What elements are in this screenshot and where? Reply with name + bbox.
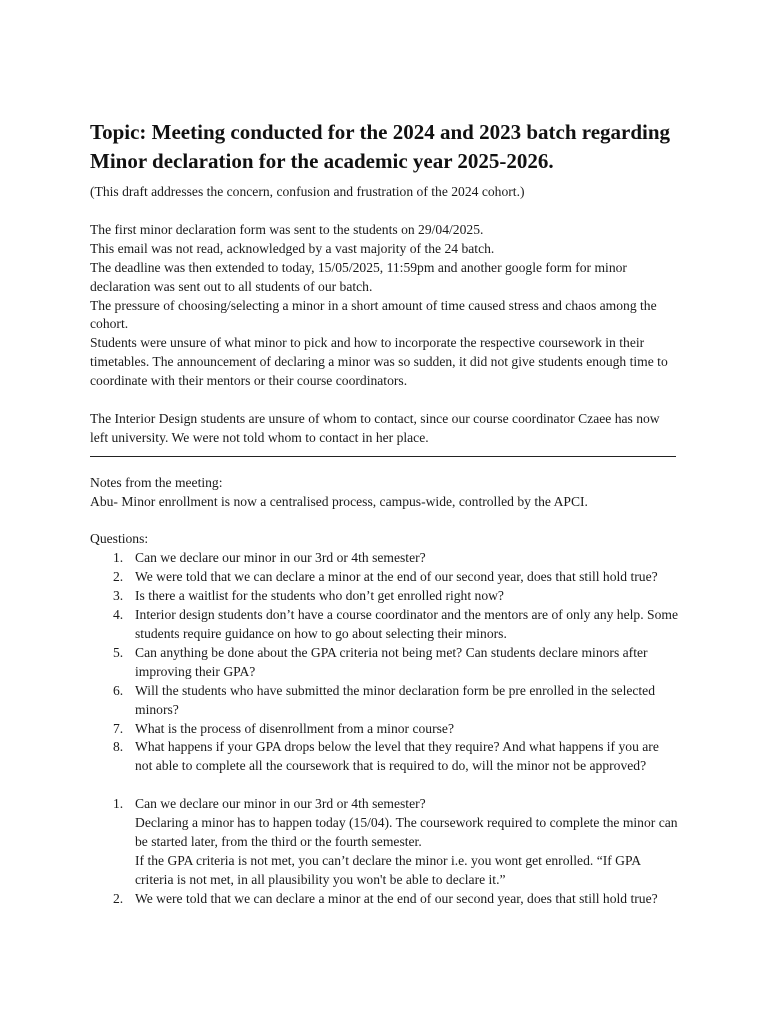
question-item: 7. What is the process of disenrollment from a minor course? [113, 720, 454, 736]
question-text: Interior design students don’t have a course coordinator and the mentors are of only any help. Some students require guidance on how to go about selecting their minors. [135, 607, 678, 641]
document-title: Topic: Meeting conducted for the 2024 and 2023 batch regarding Minor declaration for the academic year 2025-2026. [90, 120, 671, 173]
document-subtitle: (This draft addresses the concern, confusion and frustration of the 2024 cohort.) [90, 184, 525, 199]
question-text: Is there a waitlist for the students who don’t get enrolled right now? [135, 588, 504, 604]
intro-paragraph: This email was not read, acknowledged by a vast majority of the 24 batch. [90, 240, 495, 256]
intro-section [90, 221, 678, 391]
question-text: What happens if your GPA drops below the level that they require? And what happens if you are not able to complete all the coursework that is required to do, will the minor not be approved? [135, 739, 659, 774]
answer-line: If the GPA criteria is not met, you can’t declare the minor i.e. you wont get enrolled. “If GPA criteria is not met, in all plausibility you won't be able to declare it.” [135, 852, 641, 887]
question-text: Will the students who have submitted the minor declaration form be pre enrolled in the selected minors? [135, 682, 656, 717]
answer-item: 1. Can we declare our minor in our 3rd or 4th semester? Declaring a minor has to happen today (15/04). The coursework required to complete the minor can be started later, from the third or the fourth semester. If the GPA criteria is not met, you can’t declare the minor i.e. you wont get enrolled. “If GPA criteria is not met, in all plausibility you won't be able to declare it.” [90, 795, 678, 890]
questions-list [90, 549, 678, 776]
question-text: Can we declare our minor in our 3rd or 4th semester? [135, 550, 426, 566]
question-text: Can anything be done about the GPA criteria not being met? Can students declare minors after improving their GPA? [135, 644, 648, 679]
question-item: 8. What happens if your GPA drops below the level that they require? And what happens if you are not able to complete all the coursework that is required to do, will the minor not be approved? [113, 739, 659, 774]
question-item: 5. Can anything be done about the GPA criteria not being met? Can students declare minors after improving their GPA? [113, 644, 648, 679]
answer-question: Can we declare our minor in our 3rd or 4th semester? [135, 796, 426, 812]
answer-item: 2. We were told that we can declare a minor at the end of our second year, does that still hold true? [90, 890, 678, 909]
intro-paragraph: Students were unsure of what minor to pick and how to incorporate the respective coursework in their timetables. The announcement of declaring a minor was so sudden, it did not give students enough time to coordinate with their mentors or their course coordinators. [90, 335, 668, 389]
notes-heading: Notes from the meeting: [90, 474, 223, 490]
question-item: 2. We were told that we can declare a minor at the end of our second year, does that still hold true? [113, 569, 658, 585]
question-item: 3. Is there a waitlist for the students who don’t get enrolled right now? [113, 588, 504, 604]
section-divider [90, 456, 676, 457]
question-item: 4. Interior design students don’t have a course coordinator and the mentors are of only any help. Some students require guidance on how to go about selecting their minors. [113, 607, 678, 641]
answers-list [90, 795, 678, 908]
question-item: 6. Will the students who have submitted the minor declaration form be pre enrolled in the selected minors? [113, 682, 656, 717]
intro-paragraph: The first minor declaration form was sent to the students on 29/04/2025. [90, 221, 484, 237]
answer-question: We were told that we can declare a minor at the end of our second year, does that still hold true? [135, 890, 658, 906]
interior-design-note: The Interior Design students are unsure of whom to contact, since our course coordinator Czaee has now left university. We were not told whom to contact in her place. [90, 410, 660, 445]
question-item: 1. Can we declare our minor in our 3rd or 4th semester? [113, 550, 426, 566]
document-body [90, 183, 678, 909]
answer-line: Declaring a minor has to happen today (15/04). The coursework required to complete the minor can be started later, from the third or the fourth semester. [135, 815, 678, 849]
intro-paragraph: The pressure of choosing/selecting a minor in a short amount of time caused stress and chaos among the cohort. [90, 297, 657, 332]
question-text: What is the process of disenrollment from a minor course? [135, 720, 454, 736]
question-text: We were told that we can declare a minor at the end of our second year, does that still hold true? [135, 569, 658, 585]
notes-line: Abu- Minor enrollment is now a centralised process, campus-wide, controlled by the APCI. [90, 493, 588, 509]
intro-paragraph: The deadline was then extended to today, 15/05/2025, 11:59pm and another google form for minor declaration was sent out to all students of our batch. [90, 259, 627, 294]
questions-heading: Questions: [90, 531, 149, 547]
